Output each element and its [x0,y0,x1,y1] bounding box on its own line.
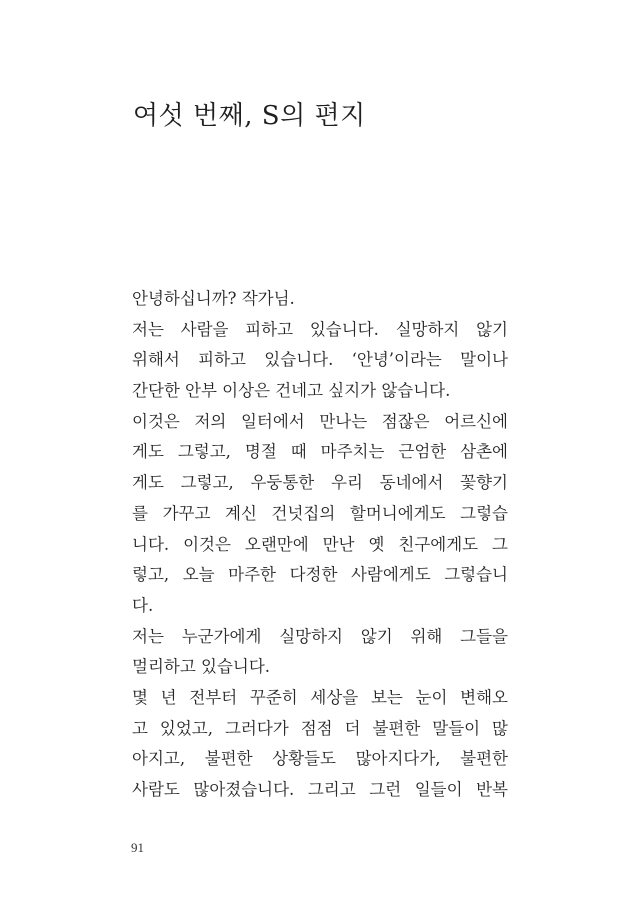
text-line: 사람도 많아졌습니다. 그리고 그런 일들이 반복 [132,780,508,799]
text-line: 게도 그렇고, 명절 때 마주치는 근엄한 삼촌에 [132,442,508,462]
text-line: 이것은 저의 일터에서 만나는 점잖은 어르신에 [132,411,508,431]
page-number: 91 [131,840,144,855]
text-line: 렇고, 오늘 마주한 다정한 사람에게도 그렇습니 [132,565,508,585]
chapter-title: 여섯 번째, S의 편지 [133,101,366,131]
text-line: 저는 누군가에게 실망하지 않기 위해 그들을 [132,626,508,646]
text-line: 멀리하고 있습니다. [132,657,271,677]
text-line: 고 있었고, 그러다가 점점 더 불편한 말들이 많 [132,718,508,738]
text-line: 저는 사람을 피하고 있습니다. 실망하지 않기 [132,319,508,339]
text-line: 를 가꾸고 계신 건넛집의 할머니에게도 그렇습 [132,503,508,523]
text-line: 간단한 안부 이상은 건네고 싶지가 않습니다. [132,381,451,401]
text-line: 아지고, 불편한 상황들도 많아지다가, 불편한 [132,749,508,769]
text-line: 게도 그렇고, 우둥통한 우리 동네에서 꽃향기 [132,473,508,493]
body-text [132,284,508,806]
text-line: 안녕하십니까? 작가님. [132,289,295,308]
text-line: 다. [132,595,154,615]
text-line: 니다. 이것은 오랜만에 만난 옛 친구에게도 그 [132,534,508,554]
text-line: 위해서 피하고 있습니다. ‘안녕’이라는 말이나 [132,350,508,370]
text-line: 몇 년 전부터 꾸준히 세상을 보는 눈이 변해오 [132,687,508,707]
